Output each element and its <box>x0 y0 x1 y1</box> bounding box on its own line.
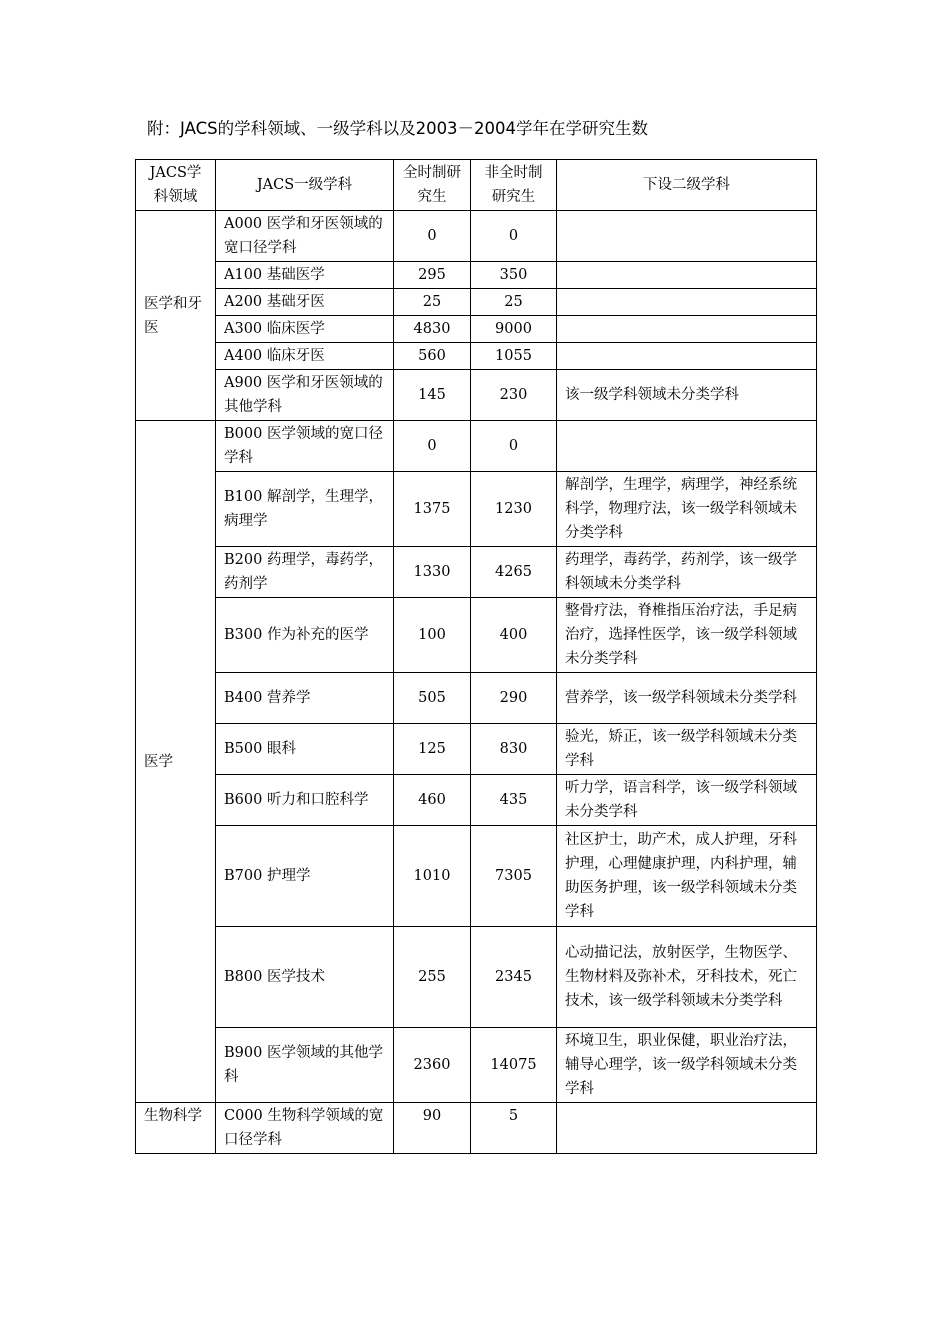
table-header-row <box>136 160 817 211</box>
parttime-cell: 230 <box>471 370 557 421</box>
subfields-cell: 环境卫生，职业保健，职业治疗法，辅导心理学，该一级学科领域未分类学科 <box>557 1028 817 1103</box>
table-row <box>136 826 817 927</box>
table-row <box>136 547 817 598</box>
subject-cell: B500 眼科 <box>216 724 394 775</box>
header-fulltime: 全时制研究生 <box>394 160 471 211</box>
fulltime-cell: 90 <box>394 1103 471 1154</box>
fulltime-cell: 25 <box>394 289 471 316</box>
subfields-cell <box>557 316 817 343</box>
area-cell: 医学 <box>136 421 216 1103</box>
parttime-cell: 0 <box>471 421 557 472</box>
table-row <box>136 1028 817 1103</box>
fulltime-cell: 2360 <box>394 1028 471 1103</box>
subject-cell: A900 医学和牙医领域的其他学科 <box>216 370 394 421</box>
subfields-cell <box>557 211 817 262</box>
fulltime-cell: 100 <box>394 598 471 673</box>
table-row <box>136 673 817 724</box>
subject-cell: B100 解剖学，生理学，病理学 <box>216 472 394 547</box>
subfields-cell: 营养学，该一级学科领域未分类学科 <box>557 673 817 724</box>
subfields-cell: 社区护士，助产术，成人护理，牙科护理，心理健康护理，内科护理，辅助医务护理，该一级学科领域未分类学科 <box>557 826 817 927</box>
subject-cell: B200 药理学，毒药学，药剂学 <box>216 547 394 598</box>
parttime-cell: 1055 <box>471 343 557 370</box>
table-row <box>136 343 817 370</box>
table-row <box>136 289 817 316</box>
parttime-cell: 25 <box>471 289 557 316</box>
table-row <box>136 211 817 262</box>
parttime-cell: 350 <box>471 262 557 289</box>
table-row <box>136 421 817 472</box>
header-subfields: 下设二级学科 <box>557 160 817 211</box>
fulltime-cell: 145 <box>394 370 471 421</box>
table-row <box>136 927 817 1028</box>
parttime-cell: 2345 <box>471 927 557 1028</box>
fulltime-cell: 255 <box>394 927 471 1028</box>
parttime-cell: 9000 <box>471 316 557 343</box>
table-row <box>136 262 817 289</box>
subfields-cell <box>557 1103 817 1154</box>
parttime-cell: 5 <box>471 1103 557 1154</box>
header-subject: JACS一级学科 <box>216 160 394 211</box>
parttime-cell: 0 <box>471 211 557 262</box>
subfields-cell <box>557 289 817 316</box>
parttime-cell: 1230 <box>471 472 557 547</box>
subfields-cell: 心动描记法，放射医学，生物医学、生物材料及弥补术，牙科技术，死亡技术，该一级学科领域未分类学科 <box>557 927 817 1028</box>
table-row <box>136 1103 817 1154</box>
subfields-cell: 药理学，毒药学，药剂学，该一级学科领域未分类学科 <box>557 547 817 598</box>
parttime-cell: 14075 <box>471 1028 557 1103</box>
fulltime-cell: 505 <box>394 673 471 724</box>
fulltime-cell: 125 <box>394 724 471 775</box>
subfields-cell: 解剖学，生理学，病理学，神经系统科学，物理疗法，该一级学科领域未分类学科 <box>557 472 817 547</box>
fulltime-cell: 560 <box>394 343 471 370</box>
table-row <box>136 598 817 673</box>
area-cell: 医学和牙医 <box>136 211 216 421</box>
subject-cell: B800 医学技术 <box>216 927 394 1028</box>
subject-cell: A300 临床医学 <box>216 316 394 343</box>
subfields-cell: 整骨疗法，脊椎指压治疗法，手足病治疗，选择性医学，该一级学科领域未分类学科 <box>557 598 817 673</box>
header-area: JACS学科领域 <box>136 160 216 211</box>
parttime-cell: 7305 <box>471 826 557 927</box>
page-title: 附：JACS的学科领域、一级学科以及2003－2004学年在学研究生数 <box>147 119 649 138</box>
fulltime-cell: 0 <box>394 421 471 472</box>
subject-cell: C000 生物科学领域的宽口径学科 <box>216 1103 394 1154</box>
parttime-cell: 4265 <box>471 547 557 598</box>
subject-cell: A400 临床牙医 <box>216 343 394 370</box>
table-row <box>136 472 817 547</box>
fulltime-cell: 1375 <box>394 472 471 547</box>
area-cell: 生物科学 <box>136 1103 216 1154</box>
subject-cell: A200 基础牙医 <box>216 289 394 316</box>
subfields-cell <box>557 343 817 370</box>
subject-cell: B000 医学领域的宽口径学科 <box>216 421 394 472</box>
fulltime-cell: 460 <box>394 775 471 826</box>
fulltime-cell: 4830 <box>394 316 471 343</box>
subject-cell: A000 医学和牙医领域的宽口径学科 <box>216 211 394 262</box>
fulltime-cell: 295 <box>394 262 471 289</box>
subject-cell: A100 基础医学 <box>216 262 394 289</box>
subject-cell: B700 护理学 <box>216 826 394 927</box>
subject-cell: B900 医学领域的其他学科 <box>216 1028 394 1103</box>
subject-cell: B300 作为补充的医学 <box>216 598 394 673</box>
subject-cell: B600 听力和口腔科学 <box>216 775 394 826</box>
parttime-cell: 400 <box>471 598 557 673</box>
table-row <box>136 370 817 421</box>
table-row <box>136 724 817 775</box>
subfields-cell <box>557 421 817 472</box>
fulltime-cell: 0 <box>394 211 471 262</box>
subfields-cell: 该一级学科领域未分类学科 <box>557 370 817 421</box>
subfields-cell: 听力学，语言科学，该一级学科领域未分类学科 <box>557 775 817 826</box>
subfields-cell <box>557 262 817 289</box>
fulltime-cell: 1330 <box>394 547 471 598</box>
subfields-cell: 验光，矫正，该一级学科领域未分类学科 <box>557 724 817 775</box>
table-row <box>136 316 817 343</box>
header-parttime: 非全时制研究生 <box>471 160 557 211</box>
subject-cell: B400 营养学 <box>216 673 394 724</box>
fulltime-cell: 1010 <box>394 826 471 927</box>
parttime-cell: 435 <box>471 775 557 826</box>
table-row <box>136 775 817 826</box>
parttime-cell: 830 <box>471 724 557 775</box>
jacs-table <box>135 159 817 1154</box>
parttime-cell: 290 <box>471 673 557 724</box>
